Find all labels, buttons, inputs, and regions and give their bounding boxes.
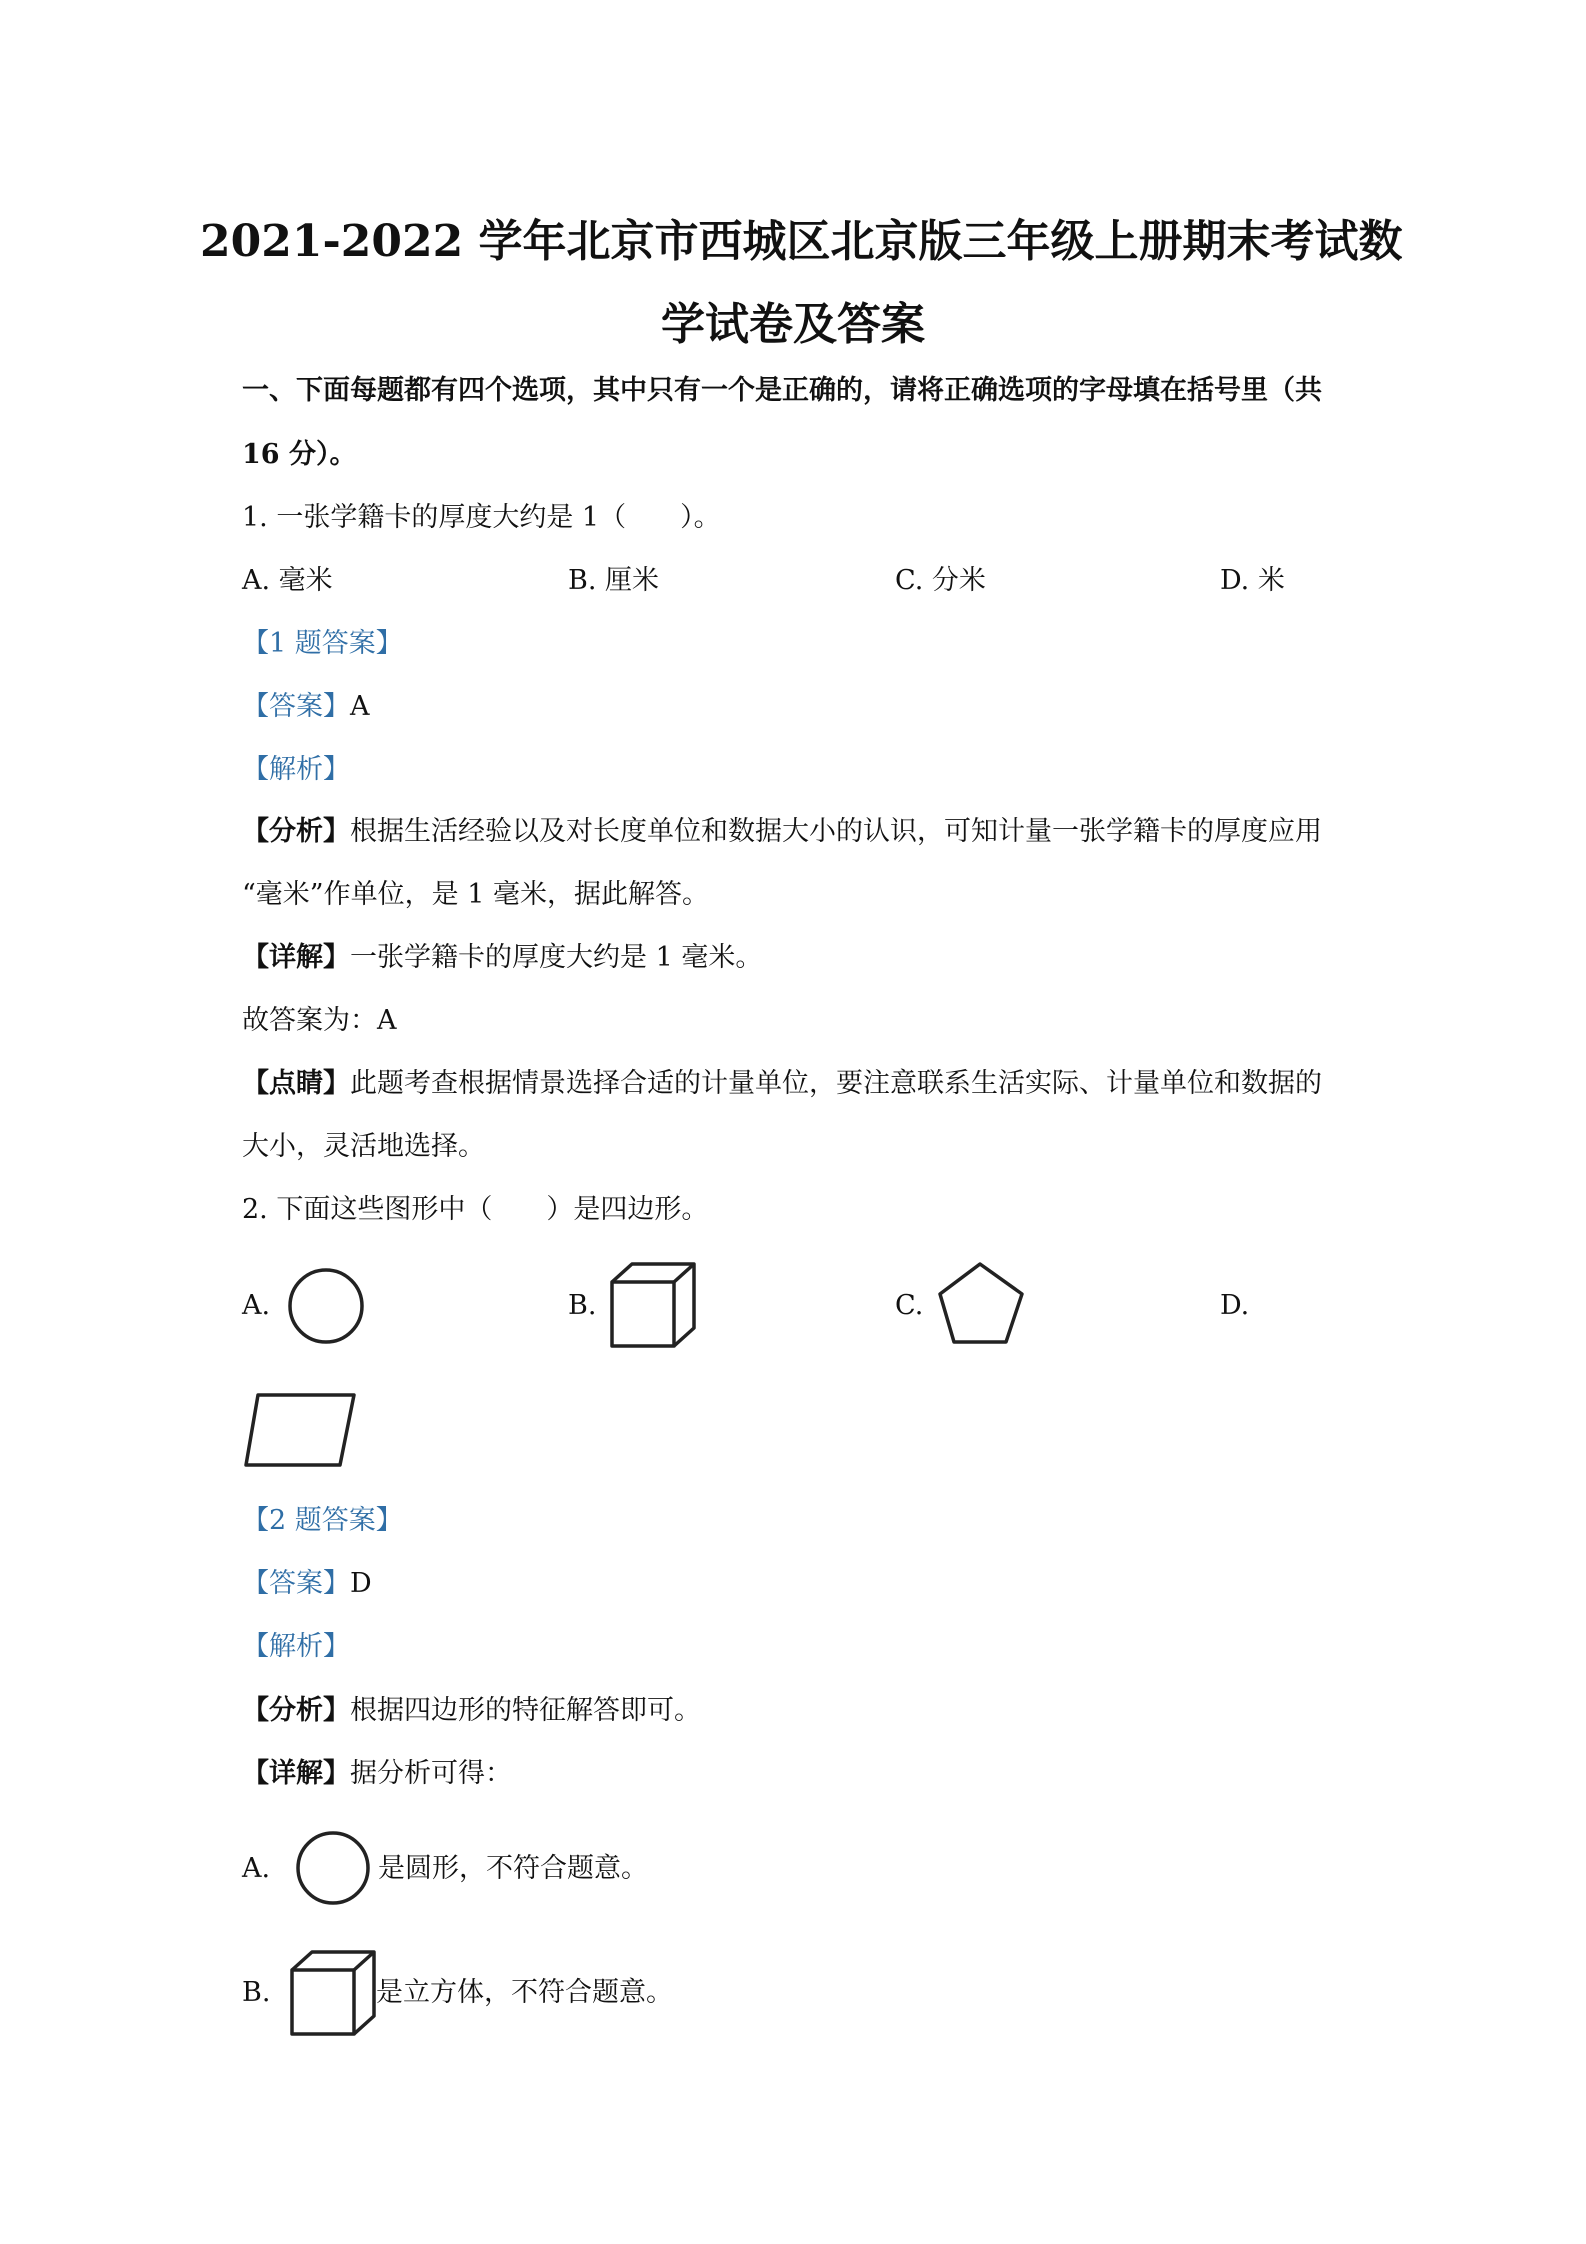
fenxi-label: 【分析】 [242,816,350,847]
q2-detail-b-label: B. [242,1977,271,2008]
q2-option-c: C. [895,1290,924,1321]
circle-icon [296,1831,374,1909]
q1-fenxi-line-2: “毫米”作单位，是 1 毫米，据此解答。 [242,879,709,910]
q2-option-a: A. [242,1290,271,1321]
q2-xiangjie [242,1757,512,1791]
fenxi-text: 根据生活经验以及对长度单位和数据大小的认识，可知计量一张学籍卡的厚度应用 [350,816,1322,847]
q1-xiangjie [242,941,762,975]
xiangjie-text: 据分析可得： [350,1758,512,1789]
answer-value: D [350,1568,372,1599]
fenxi-text: 根据四边形的特征解答即可。 [350,1695,701,1726]
q2-detail-a-text: 是圆形，不符合题意。 [378,1853,648,1884]
document-title-line-1: 2021-2022 学年北京市西城区北京版三年级上册期末考试数 [200,216,1403,267]
q1-option-b: B. 厘米 [568,565,660,596]
q1-conclusion: 故答案为：A [242,1005,397,1036]
q2-fenxi [242,1694,701,1728]
section-heading-line-2: 16 分）。 [242,439,357,470]
q1-answer [242,690,370,724]
q1-fenxi-line-1 [242,815,1322,849]
q1-answer-tag: 【1 题答案】 [242,628,403,659]
q2-analysis-tag: 【解析】 [242,1631,350,1662]
q1-stem: 1. 一张学籍卡的厚度大约是 1（ ）。 [242,502,721,533]
cube-icon [610,1262,700,1352]
q1-dianjing-line-2: 大小，灵活地选择。 [242,1131,485,1162]
cube-icon [290,1950,380,2040]
q1-option-c: C. 分米 [895,565,986,596]
q1-option-d: D. 米 [1220,565,1285,596]
parallelogram-icon [244,1393,356,1467]
q2-detail-a-label: A. [242,1853,271,1884]
xiangjie-text: 一张学籍卡的厚度大约是 1 毫米。 [350,942,763,973]
answer-label: 【答案】 [242,691,350,722]
document-title-line-2: 学试卷及答案 [661,299,925,350]
q2-stem: 2. 下面这些图形中（ ）是四边形。 [242,1194,709,1225]
q2-detail-b-text: 是立方体，不符合题意。 [376,1977,673,2008]
q1-option-a: A. 毫米 [242,565,333,596]
q2-option-d: D. [1220,1290,1250,1321]
xiangjie-label: 【详解】 [242,942,350,973]
fenxi-label: 【分析】 [242,1695,350,1726]
circle-icon [288,1268,368,1348]
section-heading-line-1: 一、下面每题都有四个选项，其中只有一个是正确的，请将正确选项的字母填在括号里（共 [242,375,1322,406]
q2-option-b: B. [568,1290,597,1321]
dianjing-label: 【点睛】 [242,1068,350,1099]
q1-analysis-tag: 【解析】 [242,754,350,785]
answer-label: 【答案】 [242,1568,350,1599]
dianjing-text: 此题考查根据情景选择合适的计量单位，要注意联系生活实际、计量单位和数据的 [350,1068,1322,1099]
pentagon-icon [938,1262,1028,1346]
q2-answer-tag: 【2 题答案】 [242,1505,403,1536]
xiangjie-label: 【详解】 [242,1758,350,1789]
q2-answer [242,1567,372,1601]
answer-value: A [350,691,370,722]
q1-dianjing-line-1 [242,1067,1322,1101]
